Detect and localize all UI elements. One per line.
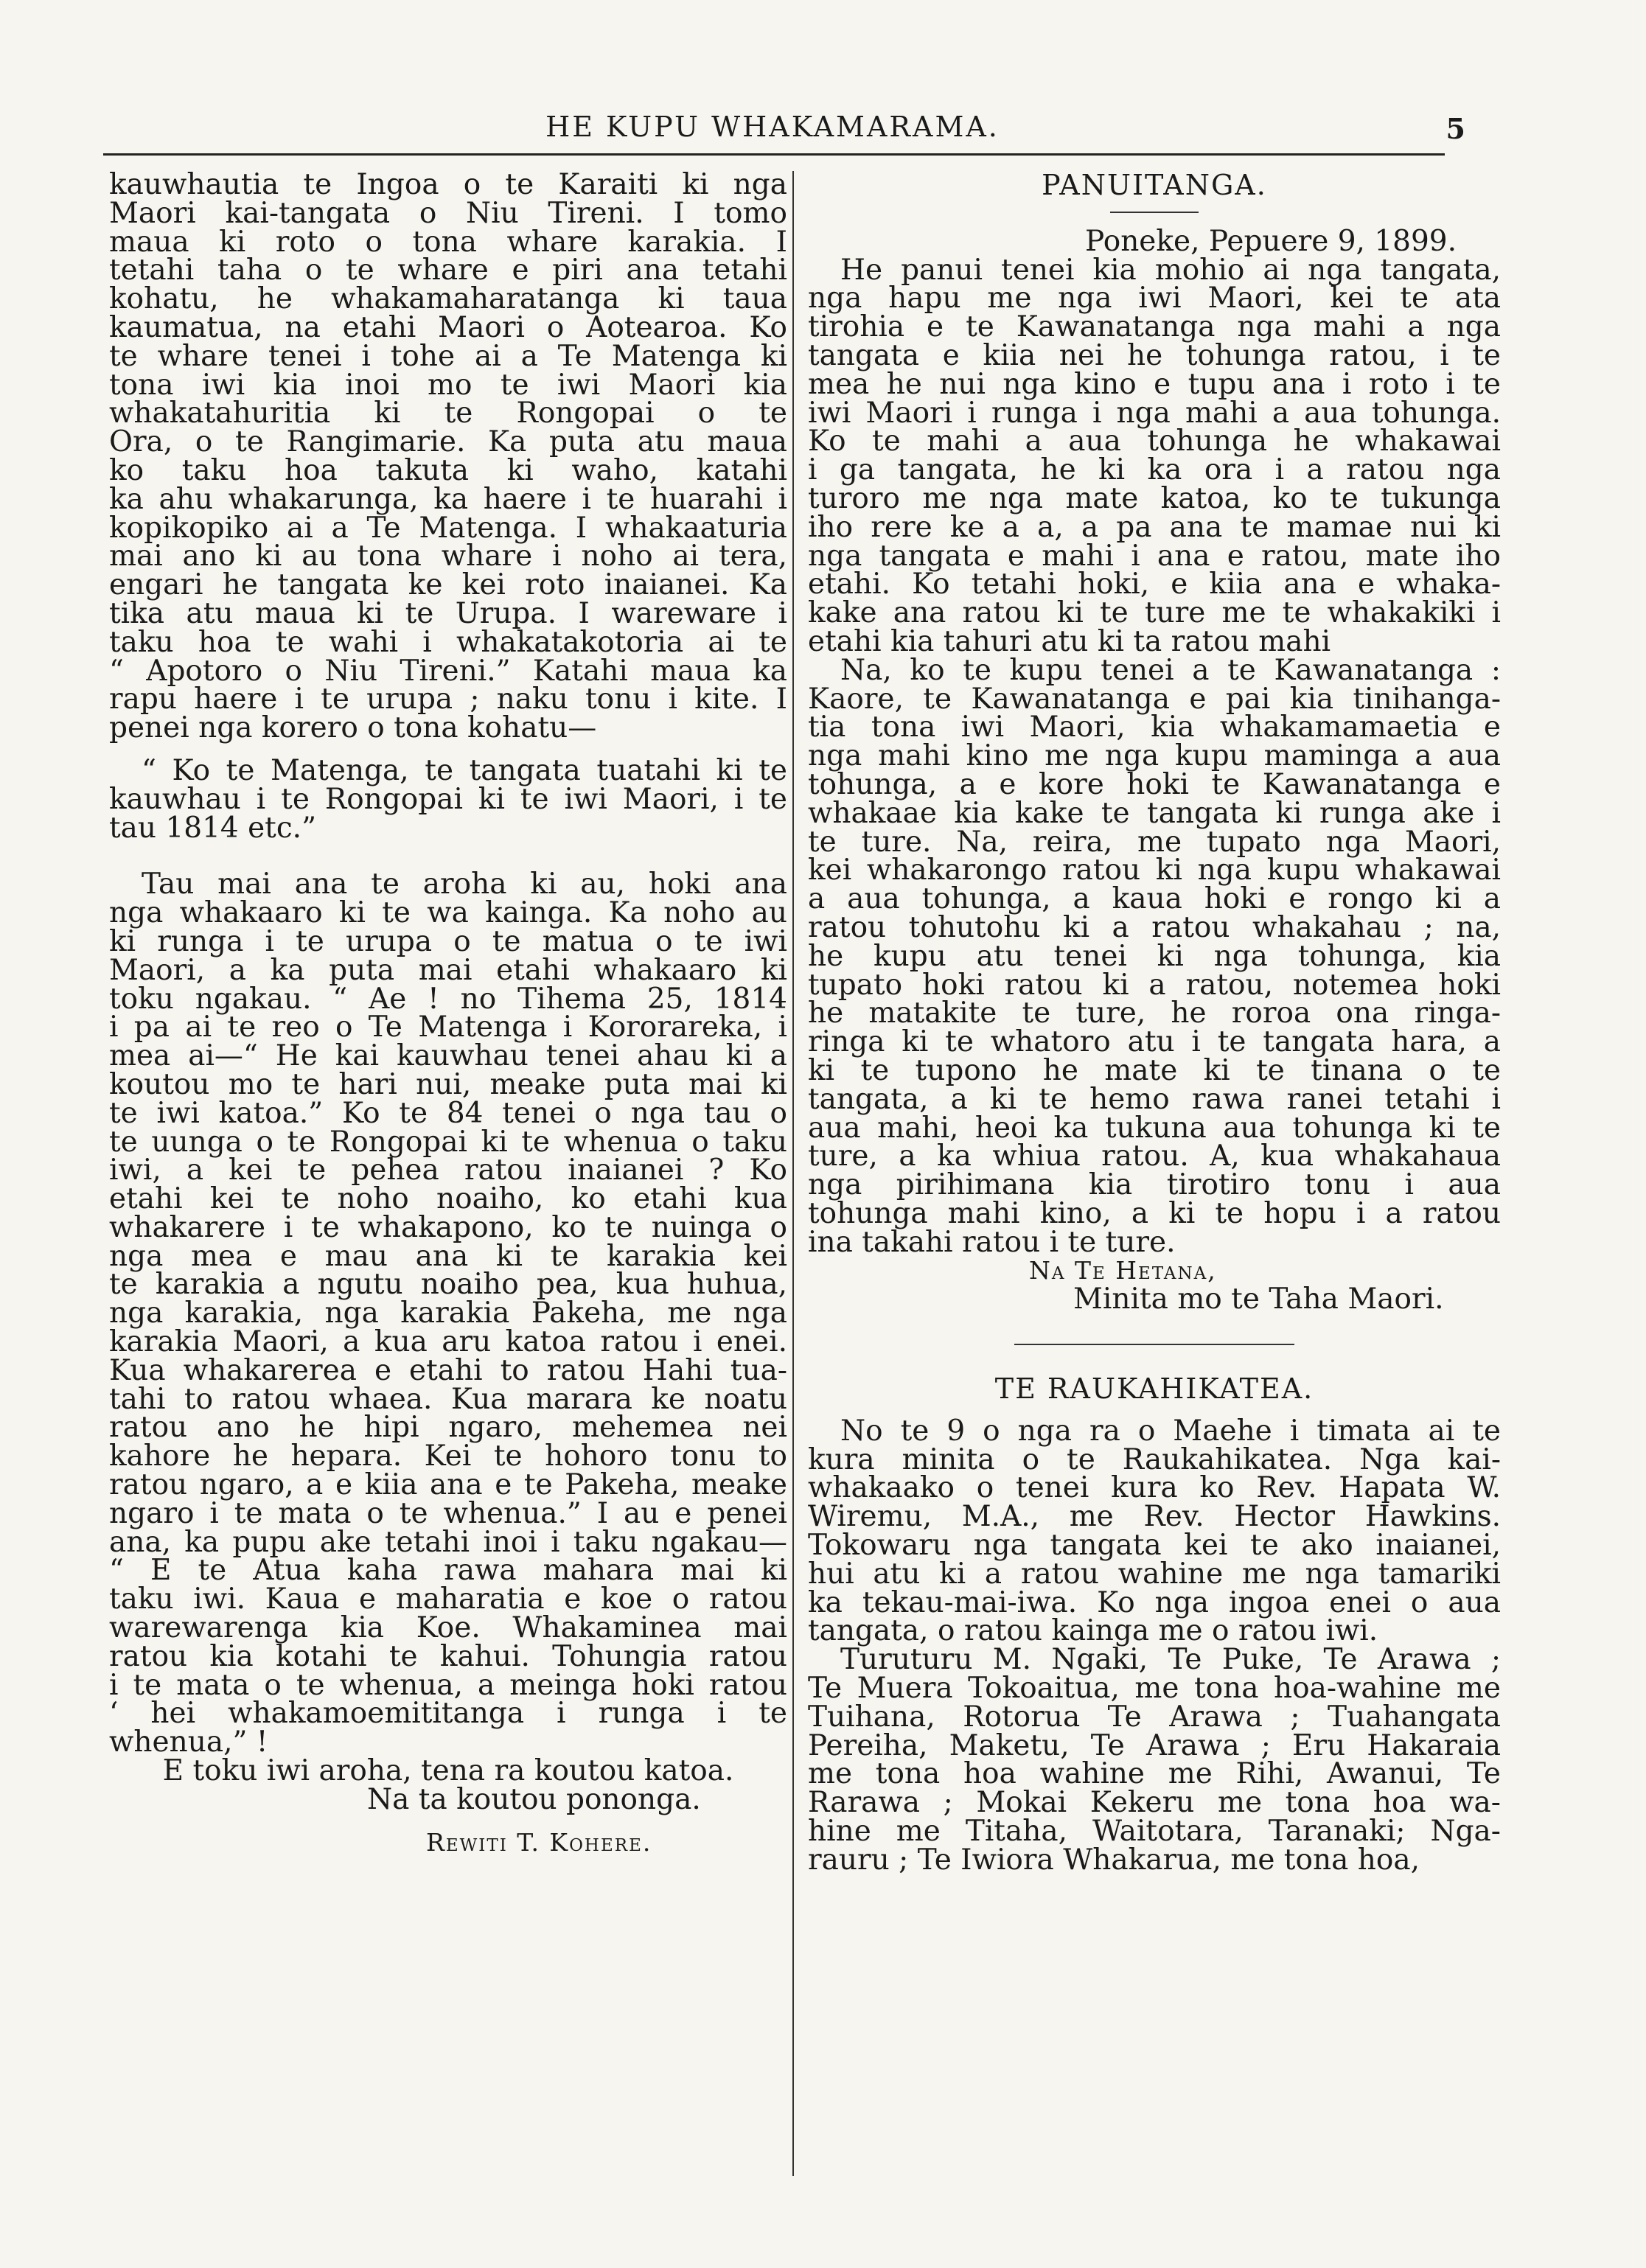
text-line: tahi to ratou whaea. Kua marara ke noatu: [109, 1382, 787, 1416]
text-line: kauwhau i te Rongopai ki te iwi Maori, i te: [109, 782, 787, 816]
text-line: ki runga i te urupa o te matua o te iwi: [109, 924, 787, 958]
article-heading: TE RAUKAHIKATEA.: [994, 1372, 1314, 1406]
text-line: tangata, o ratou kainga me o ratou iwi.: [808, 1614, 1378, 1648]
notice-heading: PANUITANGA.: [1042, 169, 1267, 201]
text-line: Ko te mahi a aua tohunga he whakawai: [808, 425, 1501, 458]
text-line: iwi Maori i runga i nga mahi a aua tohunga.: [808, 396, 1501, 430]
text-line: ka tekau-mai-iwa. Ko nga ingoa enei o aua: [808, 1585, 1501, 1619]
heading-rule: [1110, 212, 1199, 213]
text-line: taku iwi. Kaua e maharatia e koe o ratou: [109, 1583, 787, 1616]
text-line: nga mea e mau ana ki te karakia kei: [109, 1239, 787, 1273]
text-line: he kupu atu tenei ki nga tohunga, kia: [808, 939, 1501, 973]
notice-signer-name: Na Te Hetana,: [1029, 1256, 1217, 1285]
text-line: etahi kia tahuri atu ki ta ratou mahi: [808, 624, 1331, 658]
text-line: kura minita o te Raukahikatea. Nga kai-: [808, 1442, 1501, 1476]
text-line: whakaako o tenei kura ko Rev. Hapata W.: [808, 1471, 1501, 1505]
text-line: rauru ; Te Iwiora Whakarua, me tona hoa,: [808, 1843, 1420, 1877]
text-line: ina takahi ratou i te ture.: [808, 1225, 1176, 1259]
text-line: kopikopiko ai a Te Matenga. I whakaaturia: [109, 511, 787, 545]
page-header: [109, 111, 1465, 150]
letter-signature: Rewiti T. Kohere.: [426, 1827, 652, 1857]
article-paragraph-2: [808, 1643, 1501, 1877]
text-line: hine me Titaha, Waitotara, Taranaki; Nga-: [808, 1815, 1501, 1849]
letter-paragraph-1: [109, 168, 787, 745]
left-column: [109, 168, 787, 1857]
text-line: Kua whakarerea e etahi to ratou Hahi tua-: [109, 1353, 787, 1387]
text-line: rapu haere i te urupa ; naku tonu i kite. I: [109, 683, 787, 716]
text-line: etahi. Ko tetahi hoki, e kiia ana e whaka-: [808, 568, 1501, 601]
text-line: te karakia a ngutu noaiho pea, kua huhua,: [109, 1268, 787, 1302]
text-line: ture, a ka whiua ratou. A, kua whakahaua: [808, 1140, 1501, 1173]
running-title: HE KUPU WHAKAMARAMA.: [545, 111, 1000, 143]
column-divider: [792, 171, 794, 2176]
right-column: [808, 171, 1501, 1875]
text-line: tetahi taha o te whare e piri ana tetahi: [109, 254, 787, 287]
notice-signer-title: Minita mo te Taha Maori.: [1073, 1283, 1444, 1316]
text-line: Turuturu M. Ngaki, Te Puke, Te Arawa ;: [840, 1643, 1501, 1677]
section-rule: [1014, 1344, 1294, 1345]
notice-dateline: Poneke, Pepuere 9, 1899.: [1085, 224, 1457, 258]
notice-paragraph-1: [808, 253, 1501, 658]
text-line: tau 1814 etc.”: [109, 811, 317, 845]
letter-paragraph-2: [109, 870, 787, 1757]
text-line: Maori kai-tangata o Niu Tireni. I tomo: [109, 196, 787, 230]
text-line: turoro me nga mate katoa, ko te tukunga: [808, 481, 1501, 515]
text-line: tupato hoki ratou ki a ratou, notemea hoki: [808, 968, 1501, 1002]
text-line: whenua,” !: [109, 1726, 268, 1759]
text-line: whakatahuritia ki te Rongopai o te: [109, 397, 787, 430]
text-line: Wiremu, M.A., me Rev. Hector Hawkins.: [808, 1500, 1501, 1534]
text-line: Tau mai ana te aroha ki au, hoki ana: [142, 868, 787, 901]
text-line: “ Apotoro o Niu Tireni.” Katahi maua ka: [109, 654, 787, 688]
article-paragraph-1: [808, 1414, 1501, 1648]
text-line: Tuihana, Rotorua Te Arawa ; Tuahangata: [808, 1700, 1501, 1734]
text-line: Te Muera Tokoaitua, me tona hoa-wahine me: [808, 1672, 1501, 1706]
text-line: tangata, a ki te hemo rawa ranei tetahi i: [808, 1082, 1501, 1116]
text-line: ko taku hoa takuta ki waho, katahi: [109, 453, 787, 487]
text-line: Pereiha, Maketu, Te Arawa ; Eru Hakaraia: [808, 1728, 1501, 1762]
text-line: Ora, o te Rangimarie. Ka puta atu maua: [109, 425, 787, 459]
text-line: tika atu maua ki te Urupa. I wareware i: [109, 596, 787, 630]
text-line: tirohia e te Kawanatanga nga mahi a nga: [808, 310, 1501, 344]
text-line: aua mahi, heoi ka tukuna aua tohunga ki te: [808, 1111, 1501, 1145]
text-line: kei whakarongo ratou ki nga kupu whakawai: [808, 854, 1501, 887]
text-line: a aua tohunga, a kaua hoki e rongo ki a: [808, 882, 1501, 916]
text-line: tohunga, a e kore hoki te Kawanatanga e: [808, 767, 1501, 801]
text-line: te ture. Na, reira, me tupato nga Maori,: [808, 825, 1501, 859]
text-line: kahore he hepara. Kei te hohoro tonu to: [109, 1440, 787, 1473]
text-line: Kaore, te Kawanatanga e pai kia tinihanga-: [808, 682, 1501, 716]
text-line: kauwhautia te Ingoa o te Karaiti ki nga: [109, 168, 787, 201]
header-rule: [103, 153, 1445, 156]
text-line: nga karakia, nga karakia Pakeha, me nga: [109, 1297, 787, 1330]
text-line: Na, ko te kupu tenei a te Kawanatanga :: [840, 653, 1501, 687]
text-line: ratou tohutohu ki a ratou whakahau ; na,: [808, 910, 1501, 944]
inscription-quote: [109, 753, 787, 845]
text-line: tia tona iwi Maori, kia whakamamaetia e: [808, 711, 1501, 744]
text-line: mea he nui nga kino e tupu ana i roto i te: [808, 367, 1501, 401]
text-line: engari he tangata ke kei roto inaianei. Ka: [109, 568, 787, 602]
text-line: Maori, a ka puta mai etahi whakaaro ki: [109, 953, 787, 987]
text-line: toku ngakau. “ Ae ! no Tihema 25, 1814: [109, 982, 787, 1016]
text-line: mea ai—“ He kai kauwhau tenei ahau ki a: [109, 1039, 787, 1073]
text-line: No te 9 o nga ra o Maehe i timata ai te: [840, 1414, 1501, 1448]
closing-line-1: E toku iwi aroha, tena ra koutou katoa.: [162, 1754, 734, 1788]
text-line: i pa ai te reo o Te Matenga i Kororareka, i: [109, 1011, 787, 1044]
text-line: me tona hoa wahine me Rihi, Awanui, Te: [808, 1757, 1501, 1791]
text-line: nga whakaaro ki te wa kainga. Ka noho au: [109, 896, 787, 930]
text-line: hui atu ki a ratou wahine me nga tamariki: [808, 1557, 1501, 1591]
text-line: nga pirihimana kia tirotiro tonu i aua: [808, 1168, 1501, 1202]
text-line: he matakite te ture, he roroa ona ringa-: [808, 997, 1501, 1030]
text-line: taku hoa te wahi i whakatakotoria ai te: [109, 625, 787, 659]
text-line: te whare tenei i tohe ai a Te Matenga ki: [109, 339, 787, 373]
text-line: warewarenga kia Koe. Whakaminea mai: [109, 1611, 787, 1645]
notice-paragraph-2: [808, 653, 1501, 1259]
text-line: nga mahi kino me nga kupu maminga a aua: [808, 739, 1501, 773]
text-line: whakaae kia kake te tangata ki runga ake i: [808, 796, 1501, 830]
text-line: etahi kei te noho noaiho, ko etahi kua: [109, 1182, 787, 1216]
text-line: ringa ki te whatoro atu i te tangata hara, a: [808, 1025, 1501, 1059]
text-line: i ga tangata, he ki ka ora i a ratou nga: [808, 453, 1501, 487]
text-line: “ E te Atua kaha rawa mahara mai ki: [109, 1554, 787, 1588]
text-line: ‘ hei whakamoemititanga i runga i te: [109, 1697, 787, 1731]
text-line: tangata e kiia nei he tohunga ratou, i te: [808, 338, 1501, 372]
text-line: ki te tupono he mate ki te tinana o te: [808, 1053, 1501, 1087]
page-number: 5: [1446, 112, 1465, 145]
closing-line-2: Na ta koutou pononga.: [367, 1782, 701, 1816]
text-line: kake ana ratou ki te ture me te whakakiki i: [808, 596, 1501, 630]
text-line: iwi, a kei te pehea ratou inaianei ? Ko: [109, 1154, 787, 1187]
text-line: tona iwi kia inoi mo te iwi Maori kia: [109, 368, 787, 402]
text-line: kohatu, he whakamaharatanga ki taua: [109, 282, 787, 316]
text-line: i te mata o te whenua, a meinga hoki ratou: [109, 1668, 787, 1702]
text-line: penei nga korero o tona kohatu—: [109, 711, 597, 745]
text-line: whakarere i te whakapono, ko te nuinga o: [109, 1210, 787, 1244]
text-line: te iwi katoa.” Ko te 84 tenei o nga tau o: [109, 1096, 787, 1130]
text-line: tohunga mahi kino, a ki te hopu i a ratou: [808, 1196, 1501, 1230]
text-line: mai ano ki au tona whare i noho ai tera,: [109, 540, 787, 573]
text-line: ratou kia kotahi te kahui. Tohungia ratou: [109, 1639, 787, 1673]
text-line: Rarawa ; Mokai Kekeru me tona hoa wa-: [808, 1786, 1501, 1820]
text-line: ratou ngaro, a e kiia ana e te Pakeha, meake: [109, 1468, 787, 1502]
text-line: “ Ko te Matenga, te tangata tuatahi ki te: [142, 753, 787, 787]
text-line: ka ahu whakarunga, ka haere i te huarahi i: [109, 482, 787, 516]
text-line: iho rere ke a a, a pa ana te mamae nui ki: [808, 510, 1501, 544]
text-line: He panui tenei kia mohio ai nga tangata,: [840, 253, 1501, 287]
text-line: maua ki roto o tona whare karakia. I: [109, 225, 787, 259]
text-line: nga hapu me nga iwi Maori, kei te ata: [808, 282, 1501, 315]
text-line: te uunga o te Rongopai ki te whenua o taku: [109, 1125, 787, 1159]
text-line: kaumatua, na etahi Maori o Aotearoa. Ko: [109, 310, 787, 344]
text-line: ngaro i te mata o te whenua.” I au e penei: [109, 1496, 787, 1530]
text-line: ana, ka pupu ake tetahi inoi i taku ngakau—: [109, 1525, 787, 1559]
text-line: koutou mo te hari nui, meake puta mai ki: [109, 1067, 787, 1101]
text-line: karakia Maori, a kua aru katoa ratou i enei.: [109, 1325, 787, 1359]
text-line: Tokowaru nga tangata kei te ako inaianei,: [808, 1529, 1501, 1563]
text-line: ratou ano he hipi ngaro, mehemea nei: [109, 1411, 787, 1445]
text-line: nga tangata e mahi i ana e ratou, mate iho: [808, 539, 1501, 573]
